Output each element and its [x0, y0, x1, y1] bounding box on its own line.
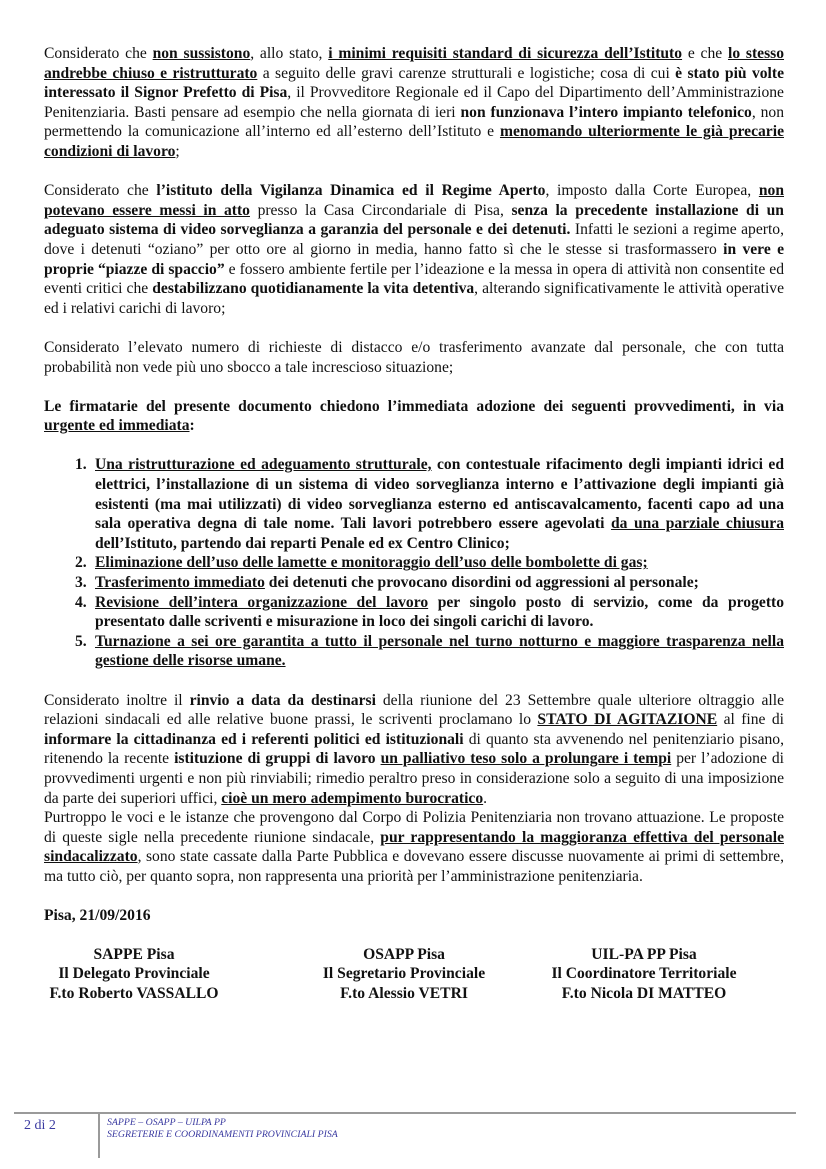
- signatory-role: Il Segretario Provinciale: [322, 965, 486, 983]
- signatory-sappe: [4, 945, 264, 1004]
- text-run: , imposto dalla Corte Europea,: [545, 182, 759, 200]
- list-number: 2.: [75, 554, 87, 572]
- signatory-role: Il Delegato Provinciale: [58, 965, 210, 983]
- page-number: 2 di 2: [24, 1118, 56, 1133]
- signature-block: [44, 945, 784, 1005]
- emphasis-run: da una parziale chiusura: [610, 515, 784, 533]
- emphasis-run: urgente ed immediata: [44, 417, 190, 435]
- text-run: di quanto sta avvenendo nel penitenziario pisano, ritenendo la recente: [44, 730, 784, 768]
- text-run: della riunione del 23 Settembre quale ulteriore oltraggio alle relazioni sindacali ed alle relative buone prassi, le scriventi proclamano lo: [44, 691, 784, 729]
- paragraph-structural-issues: [44, 44, 784, 162]
- text-run: , sono state cassate dalla Parte Pubblica e dovevano essere discusse nuovamente ai primi di settembre, ma tutto ciò, per quanto sopra, non rappresenta una priorità per l’amministrazione penitenziaria.: [44, 848, 784, 885]
- emphasis-run: non sussistono: [152, 45, 251, 62]
- emphasis-run: non potevano essere messi in atto: [44, 182, 784, 219]
- text-run: e fossero ambiente fertile per l’ideazione e la messa in opera di attività non consentite ed eventi critici che: [44, 260, 784, 298]
- document-body: [44, 44, 784, 1005]
- signatory-role: Il Coordinatore Territoriale: [551, 965, 737, 983]
- paragraph-demands-intro: [44, 397, 784, 436]
- bold-run: Pisa, 21/09/2016: [44, 907, 151, 925]
- list-item: [44, 573, 784, 593]
- signatory-org: OSAPP Pisa: [363, 945, 445, 963]
- paragraph-dynamic-surveillance: [44, 181, 784, 318]
- bold-run: destabilizzano quotidianamente la vita detentiva: [152, 280, 475, 298]
- text-run: Considerato che: [44, 182, 157, 200]
- emphasis-run: un palliativo teso solo a prolungare i tempi: [380, 750, 672, 768]
- list-item: [44, 455, 784, 553]
- list-item: [44, 593, 784, 632]
- list-number: 1.: [75, 456, 87, 474]
- emphasis-run: i minimi requisiti standard di sicurezza dell’Istituto: [328, 45, 683, 62]
- text-run: Considerato inoltre il: [44, 691, 190, 709]
- signatory-name: F.to Nicola DI MATTEO: [561, 984, 727, 1002]
- list-number: 3.: [75, 574, 87, 592]
- bold-run: è stato più volte interessato il Signor Prefetto di Pisa: [44, 64, 784, 102]
- text-run: per singolo posto di servizio, come da progetto presentato dalle scriventi e misurazione in loco dei singoli carichi di lavoro.: [95, 593, 784, 631]
- text-run: a seguito delle gravi carenze strutturali e logistiche; cosa di cui: [257, 64, 676, 82]
- bold-run: non funzionava l’intero impianto telefonico: [460, 103, 752, 121]
- text-run: , allo stato,: [250, 45, 329, 62]
- signatory-name: F.to Roberto VASSALLO: [49, 984, 219, 1002]
- emphasis-run: Turnazione a sei ore garantita a tutto il personale nel turno notturno e maggiore trasparenza nella gestione delle risorse umane.: [95, 632, 784, 670]
- emphasis-run: STATO DI AGITAZIONE: [537, 711, 718, 729]
- text-run: .: [483, 789, 488, 807]
- paragraph-agitation: [44, 691, 784, 809]
- text-run: , il Provveditore Regionale ed il Capo del Dipartimento dell’Amministrazione Penitenziaria. Basti pensare ad esempio che nella giornata di ieri: [44, 84, 784, 121]
- footer-line-2: SEGRETERIE E COORDINAMENTI PROVINCIALI PISA: [107, 1129, 338, 1140]
- footer-vertical-divider: [98, 1114, 100, 1158]
- bold-run: in vere e proprie “piazze di spaccio”: [44, 240, 784, 278]
- emphasis-run: Revisione dell’intera organizzazione del lavoro: [95, 593, 429, 611]
- signatory-org: UIL-PA PP Pisa: [591, 945, 697, 963]
- footer-divider: [14, 1112, 796, 1114]
- text-run: , non permettendo la comunicazione all’interno ed all’esterno dell’Istituto e: [44, 103, 784, 141]
- text-run: Infatti le sezioni a regime aperto, dove i detenuti “oziano” per otto ore al giorno in media, hanno fatto sì che le stesse si trasformassero: [44, 221, 784, 258]
- list-number: 5.: [75, 632, 87, 650]
- text-run: Considerato che: [44, 45, 153, 62]
- emphasis-run: cioè un mero adempimento burocratico: [221, 789, 484, 807]
- emphasis-run: pur rappresentando la maggioranza effettiva del personale sindacalizzato: [44, 828, 784, 866]
- signatory-name: F.to Alessio VETRI: [340, 984, 468, 1002]
- document-date: [44, 906, 784, 926]
- text-run: e che: [682, 45, 728, 62]
- paragraph-transfer-requests: Considerato l’elevato numero di richieste di distacco e/o trasferimento avanzate dal personale, che con tutta probabilità non vede più uno sbocco a tale increscioso situazione;: [44, 338, 784, 376]
- emphasis-run: Trasferimento immediato: [95, 574, 265, 592]
- list-item: [44, 553, 784, 573]
- text-run: , alterando significativamente le attività operative ed i relativi carichi di lavoro;: [44, 280, 784, 317]
- signatory-uilpa: [514, 945, 774, 1004]
- bold-run: Le firmatarie del presente documento chiedono l’immediata adozione dei seguenti provvedimenti, in via: [44, 397, 784, 415]
- signatory-osapp: [274, 945, 534, 1004]
- paragraph-unheard-voices: [44, 808, 784, 886]
- bold-run: istituzione di gruppi di lavoro: [174, 750, 376, 768]
- text-run: al fine di: [717, 711, 784, 729]
- list-item: [44, 632, 784, 671]
- bold-run: :: [189, 417, 195, 435]
- emphasis-run: lo stesso andrebbe chiuso e ristrutturato: [44, 45, 785, 82]
- text-run: dell’Istituto, partendo dai reparti Penale ed ex Centro Clinico;: [95, 534, 510, 552]
- text-run: Purtroppo le voci e le istanze che provengono dal Corpo di Polizia Penitenziaria non trovano attuazione. Le proposte di queste sigle nella precedente riunione sindacale,: [44, 809, 784, 846]
- emphasis-run: Una ristrutturazione ed adeguamento strutturale,: [95, 456, 432, 474]
- bold-run: rinvio a data da destinarsi: [189, 691, 376, 709]
- footer-text: [107, 1117, 338, 1141]
- signatory-org: SAPPE Pisa: [93, 945, 175, 963]
- emphasis-run: menomando ulteriormente le già precarie condizioni di lavoro: [44, 123, 784, 160]
- text-run: con contestuale rifacimento degli impianti idrici ed elettrici, l’installazione di un sistema di video sorveglianza interno e l’attivazione degli impianti già esistenti (ma mai utilizzati) di video sorveglianza esterno ed antiscavalcamento, facenti capo ad una sala operativa degna di tale nome. Tali lavori potrebbero essere agevolati: [95, 456, 784, 533]
- text-run: ;: [175, 142, 180, 160]
- demands-list: [44, 455, 784, 671]
- bold-run: senza la precedente installazione di un adeguato sistema di video sorveglianza a garanzia del personale e dei detenuti.: [44, 201, 784, 239]
- bold-run: informare la cittadinanza ed i referenti politici ed istituzionali: [44, 730, 464, 748]
- text-run: dei detenuti che provocano disordini od aggressioni al personale;: [264, 574, 699, 592]
- emphasis-run: Eliminazione dell’uso delle lamette e monitoraggio dell’uso delle bombolette di gas;: [95, 554, 648, 572]
- footer-line-1: SAPPE – OSAPP – UILPA PP: [107, 1117, 226, 1128]
- text-run: per l’adozione di provvedimenti urgenti e non più rinviabili; rimedio peraltro preso in considerazione solo a seguito di una imposizione da parte dei superiori uffici,: [44, 750, 784, 807]
- list-number: 4.: [75, 593, 87, 611]
- bold-run: l’istituto della Vigilanza Dinamica ed il Regime Aperto: [156, 182, 546, 200]
- text-run: presso la Casa Circondariale di Pisa,: [249, 201, 512, 219]
